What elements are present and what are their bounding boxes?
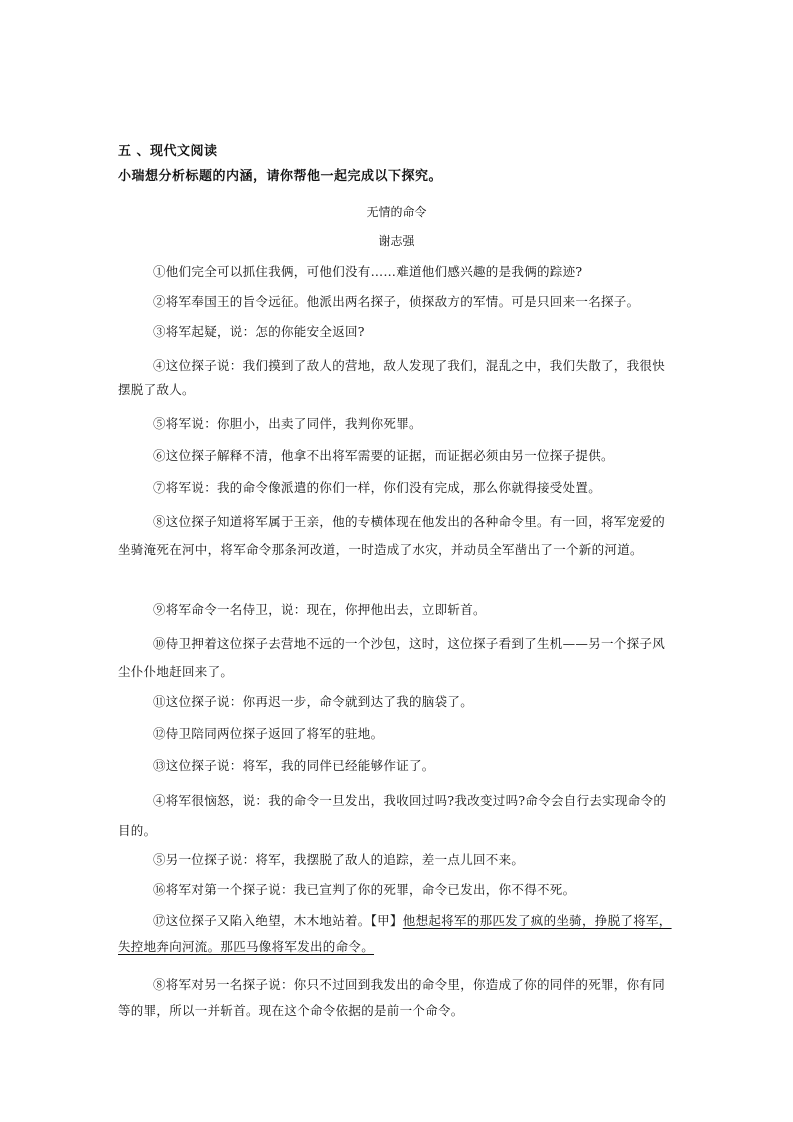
question-instruction: 小瑞想分析标题的内涵，请你帮他一起完成以下探究。 bbox=[118, 169, 443, 184]
paragraph bbox=[118, 320, 673, 344]
paragraph bbox=[118, 972, 673, 1024]
story-title: 无情的命令 bbox=[366, 205, 427, 219]
paragraph bbox=[118, 878, 673, 902]
underlined-passage: 他想起将军的那匹发了疯的坐骑，挣脱 bbox=[402, 913, 621, 928]
paragraph-text: ⑫侍卫陪同两位探子返回了将军的驻地。 bbox=[153, 726, 384, 741]
paragraph bbox=[118, 754, 673, 778]
section-heading: 五 、现代文阅读 bbox=[118, 144, 218, 159]
paragraph bbox=[118, 690, 673, 714]
paragraph bbox=[118, 412, 673, 436]
paragraph-text: ⑤将军说：你胆小，出卖了同伴，我判你死罪。 bbox=[153, 416, 422, 431]
paragraph-text: ⑯将军对第一个探子说：我已宣判了你的死罪，命令已发出，你不得不死。 bbox=[153, 882, 576, 897]
paragraph-text: ⑧这位探子知道将军属于王亲，他的专横体现在他发出的各种命令里。有一回，将军宠爱的坐骑淹死在河中，将军命令那条河改道，一时造成了水灾，并动员全军凿出了一个新的河道。 bbox=[118, 514, 666, 557]
paragraph-text: ①他们完全可以抓住我俩，可他们没有……难道他们感兴趣的是我俩的踪迹? bbox=[153, 264, 583, 279]
paragraph bbox=[118, 630, 673, 686]
paragraph-text: ⑰这位探子又陷入绝望，木木地站着。【甲】 bbox=[153, 913, 403, 928]
story-author: 谢志强 bbox=[378, 234, 415, 248]
paragraph-text: ⑤另一位探子说：将军，我摆脱了敌人的追踪，差一点儿回不来。 bbox=[153, 852, 525, 867]
paragraph bbox=[118, 260, 673, 284]
paragraph bbox=[118, 722, 673, 746]
paragraph-text: ⑨将军命令一名侍卫，说：现在，你押他出去，立即斩首。 bbox=[153, 602, 486, 617]
paragraph bbox=[118, 908, 673, 960]
paragraph-text: ⑪这位探子说：你再迟一步，命令就到达了我的脑袋了。 bbox=[153, 694, 474, 709]
paragraph bbox=[118, 290, 673, 314]
paragraph bbox=[118, 508, 673, 564]
paragraph bbox=[118, 354, 673, 402]
paragraph-text: ②将军奉国王的旨令远征。他派出两名探子，侦探敌方的军情。可是只回来一名探子。 bbox=[153, 294, 640, 309]
paragraph-text: ⑬这位探子说：将军，我的同伴已经能够作证了。 bbox=[153, 758, 435, 773]
paragraph-text: ⑥这位探子解释不清，他拿不出将军需要的证据，而证据必须由另一位探子提供。 bbox=[153, 448, 614, 463]
paragraph-text: ③将军起疑，说：怎的你能安全返回? bbox=[153, 324, 365, 339]
paragraph-text: ④将军很恼怒，说：我的命令一旦发出，我收回过吗?我改变过吗?命令会自行去实现命令的目的。 bbox=[118, 793, 667, 838]
paragraph-text: ④这位探子说：我们摸到了敌人的营地，敌人发现了我们，混乱之中，我们失散了，我很快摆脱了敌人。 bbox=[118, 358, 666, 397]
underlined-passage: 了将军，失控地奔向河流。那匹马像将军发出的命令。 bbox=[118, 913, 672, 954]
paragraph-text: ⑩侍卫押着这位探子去营地不远的一个沙包，这时，这位探子看到了生机——另一个探子风尘仆仆地赶回来了。 bbox=[118, 636, 666, 679]
paragraph bbox=[118, 598, 673, 622]
paragraph bbox=[118, 786, 673, 846]
paragraph bbox=[118, 848, 673, 872]
paragraph-text: ⑧将军对另一名探子说：你只不过回到我发出的命令里，你造成了你的同伴的死罪，你有同等的罪，所以一并斩首。现在这个命令依据的是前一个命令。 bbox=[118, 977, 666, 1018]
paragraph-text: ⑦将军说：我的命令像派遣的你们一样，你们没有完成，那么你就得接受处置。 bbox=[153, 480, 602, 495]
paragraph bbox=[118, 476, 673, 500]
paragraph bbox=[118, 444, 673, 468]
